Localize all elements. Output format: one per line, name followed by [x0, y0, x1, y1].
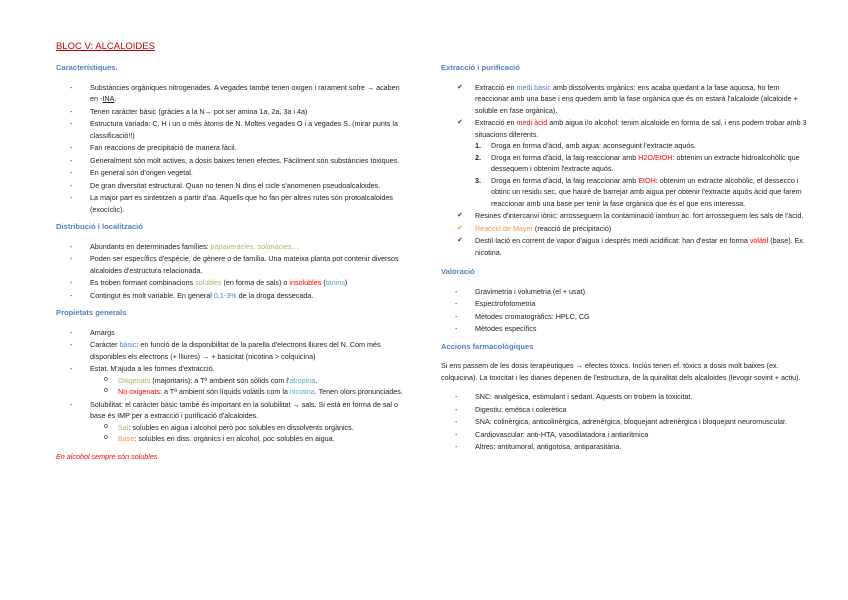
sublist-item: 3. Droga en forma d'àcid, la faig reaccionar amb EtOH: obtenim un extracte alcohòlic, el dessecco i obtinc un residu sec, que haurè de barrejar amb aigua per obtenir l'extracte aquós àcid que farem reaccionar amb una base per tenir la fase orgànica que és el que ens interessa. [475, 175, 802, 208]
list-item: - Mètodes cromatogràfics: HPLC, CG [441, 311, 809, 323]
sublist-item: o Sal: solubles en aigua i alcohol però poc solubles en dissolvents orgànics. [90, 422, 408, 434]
sublist-item: o Base: solubles en diss. orgànics i en alcohol, poc solubles en aigua. [90, 433, 408, 445]
list-item: - Substàncies orgàniques nitrogenades. A vegades també tenen oxigen i rarament sofre → acaben en -INA. [56, 82, 408, 105]
sublist-item: 1. Droga en forma d'àcid, amb aigua: aconseguint l'extracte aquós. [475, 141, 696, 150]
heading-extraccio: Extracció i purificació [441, 63, 520, 72]
list-item: - Mètodes específics [441, 323, 809, 335]
extraccio-list [441, 82, 809, 259]
list-item: - Es troben formant combinacions solubles (en forma de sals) o insolubles (tanins) [56, 277, 408, 289]
accions-list [441, 391, 809, 453]
list-item: - Contingut és molt variable. En general 0,1-3% de la droga dessecada. [56, 290, 408, 302]
list-item: - Fan reaccions de precipitació de manera fàcil. [56, 142, 408, 154]
list-item: - Caràcter bàsic: en funció de la disponibilitat de la parella d'electrons lliures del N. Com més disponibles els electrons (+ lliures) → + basicitat (nicotina > colquicina) [56, 339, 408, 362]
list-item: ✔ Reacció de Mayer (reacció de precipitació) [441, 223, 809, 235]
list-item: - La major part es sintetitzen a partir d'aa. Aquells que ho fan per altres rutes són protoalcaloides (exocíclic). [56, 192, 408, 215]
list-item: ✔ Extracció en medi bàsic amb dissolvents orgànics: ens acaba quedant a la fase aquosa, ho fem reaccionar amb una base i ens quedem amb la fase orgànica que és on estarà l'alcaloide (alcaloide + soluble en fase orgànica). [441, 82, 809, 117]
heading-caracteristiques: Característiques. [56, 63, 118, 72]
extraccio-sublist [475, 140, 809, 209]
list-item: - Poden ser específics d'espècie, de gènere o de família. Una mateixa planta pot contenir diversos alcaloides d'estructura relacionada. [56, 253, 408, 276]
list-item: - Altres: antitumoral, antigotosa, antiparasitària. [441, 441, 809, 453]
distribucio-list [56, 241, 408, 302]
caracteristiques-list [56, 82, 408, 216]
list-item: - Cardiovascular: anti-HTA, vasodilatadora i antiarítmica [441, 429, 809, 441]
list-item: - Tenen caràcter bàsic (gràcies a la N→ pot ser amina 1a, 2a, 3a i 4a) [56, 106, 408, 118]
sublist-item: o Oxigenats (majoritaris): a Tª ambient són sòlids com l'atropina. [90, 375, 408, 387]
list-item: - Estat. M'ajuda a les formes d'extracció. o Oxigenats (majoritaris): a Tª ambient són sòlids com l'atropina. o No oxigenats: a Tª ambient són líquids volàtils com la nicotina. Tenen olors pronunciades. [56, 363, 408, 398]
list-item: - Digestiu: emètica i colerètica [441, 404, 809, 416]
list-item: ✔ Resines d'intercanvi iònic: arrosseguem la contaminació iambun àc. fort arrosseguem les sals de l'àcid. [441, 210, 809, 222]
page-title: BLOC V: ALCALOIDES [56, 41, 155, 52]
left-column [56, 62, 408, 462]
estat-sublist [90, 375, 408, 398]
list-item: ✔ Extracció en medi àcid amb aigua i/o alcohol: tenim alcaloide en forma de sal, i ens podem trobar amb 3 situacions diferents. 1. Droga en forma d'àcid, amb aigua: aconseguint l'extracte aquós. 2. Droga en forma d'àcid, la faig reaccionar amb H2O/EtOH: obtenim un extracte hidroalcohòlic que dessequem i obtenim l'extracte aquós. 3. Droga en forma d'àcid, la faig reaccionar amb EtOH: obtenim un extracte alcohòlic, el dessecco i obtinc un residu sec, que haurè de barrejar amb aigua per obtenir l'extracte aquós àcid que farem reaccionar amb una base per tenir la fase orgànica que és el que ens interessa. [441, 117, 809, 209]
list-item: - SNC: analgèsica, estimulant i sedant. Aquests on trobem la toxicitat. [441, 391, 809, 403]
list-item: - Solubilitat: el caràcter bàsic també és important en la solubilitat → sals. Si està en forma de sal o base és IMP per a extracció i purificació d'alcaloides. o Sal: solubles en aigua i alcohol però poc solubles en dissolvents orgànics. o Base: solubles en diss. orgànics i en alcohol, poc solubles en aigua. [56, 399, 408, 445]
list-item: - Generalment són molt actives, a dosis baixes tenen efectes. Fàcilment són substàncies tòxiques. [56, 155, 408, 167]
list-item: - De gran diversitat estructural. Quan no tenen N dins el cicle s'anomenen pseudoalcaloides. [56, 180, 408, 192]
heading-propietats: Propietats generals [56, 308, 127, 317]
propietats-list [56, 327, 408, 445]
list-item: - En general són d'origen vegetal. [56, 167, 408, 179]
valoracio-list [441, 286, 809, 335]
sublist-item: 2. Droga en forma d'àcid, la faig reaccionar amb H2O/EtOH: obtenim un extracte hidroalcohòlic que dessequem i obtenim l'extracte aquós. [475, 152, 800, 173]
list-item: - Amargs [56, 327, 408, 339]
list-item: ✔ Destil·lació en corrent de vapor d'aigua i després medi acidificat: han d'estar en forma volàtil (base). Ex. nicotina. [441, 235, 809, 258]
sublist-item: o No oxigenats: a Tª ambient són líquids volàtils com la nicotina. Tenen olors pronunciades. [90, 386, 408, 398]
list-item: - Estructura variada: C, H i un o més àtoms de N. Moltes vegades O i a vegades S. (mirar punts la classificació!!) [56, 118, 408, 141]
heading-distribucio: Distribució i localització [56, 222, 143, 231]
list-item: - Gravimetria i volumetria (el + usat). [441, 286, 809, 298]
list-item: - SNA: colinèrgica, anticolinèrgica, adrenèrgica, bloquejant adrenèrgica i bloquejant neuromuscular. [441, 416, 809, 428]
list-item: - Espectrofotometria [441, 298, 809, 310]
right-column [441, 62, 809, 459]
heading-accions: Accions farmacològiques [441, 341, 534, 351]
solubilitat-sublist [90, 422, 408, 445]
heading-valoracio: Valoració [441, 267, 475, 276]
accions-intro: Si ens passem de les dosis terapèutiques → efectes tòxics. Inclús tenen ef. tòxics a dosis molt baixes (ex. colquicina). La toxicitat i les dianes depenen de l'estructura, de la quiralitat dels alcaloides (levogir sovint + actiu). [441, 361, 801, 382]
list-item: - Abundants en determinades famílies: papaveràcies, solanàcies,... [56, 241, 408, 253]
footnote: En alcohol sempre són solubles. [56, 451, 160, 461]
